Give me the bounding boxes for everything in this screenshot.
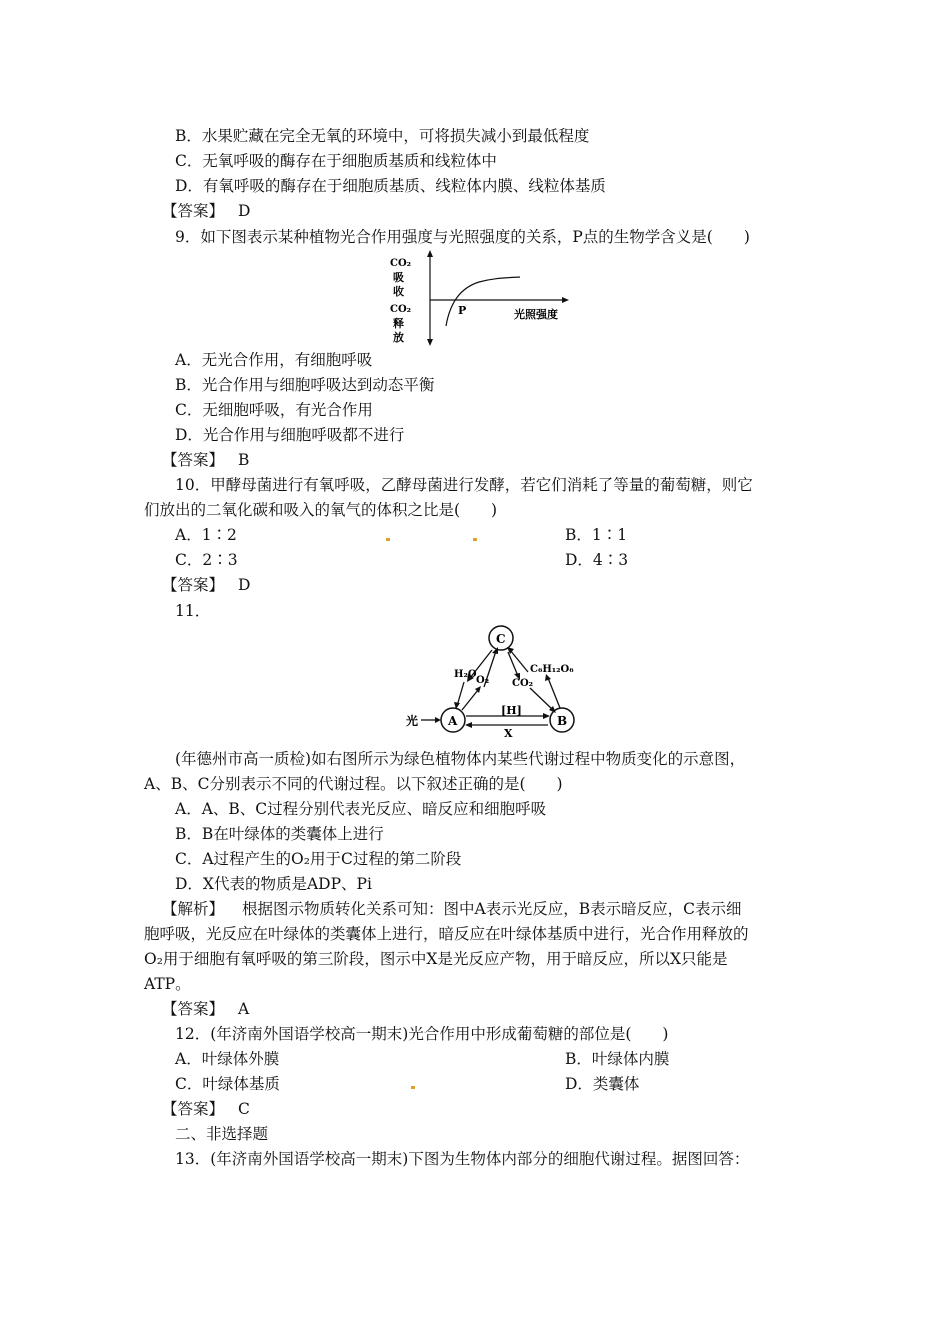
- q11-h: [H]: [501, 704, 522, 717]
- q11-stem-1: (年德州市高一质检)如右图所示为绿色植物体内某些代谢过程中物质变化的示意图，: [175, 750, 746, 768]
- q11-c6h12o6: C₆H₁₂O₆: [530, 664, 574, 675]
- q11-c-to-co2-arrow: [508, 652, 518, 676]
- q11-node-b: B: [557, 714, 568, 728]
- q11-b-to-c6-arrowhead: [545, 674, 551, 681]
- q8-answer-line: [162, 201, 250, 221]
- q9-option-b: B．光合作用与细胞呼吸达到动态平衡: [175, 376, 435, 394]
- q9-ylabel-top-3: 收: [393, 285, 404, 298]
- q11-option-c: C．A过程产生的O₂用于C过程的第二阶段: [175, 850, 462, 868]
- q11-answer: A: [238, 1000, 250, 1018]
- q12-option-c: C．叶绿体基质: [175, 1075, 280, 1093]
- q11-figure: [400, 620, 590, 740]
- q9-curve: [446, 277, 520, 326]
- q10-answer-line: [162, 575, 250, 595]
- analysis-label: 【解析】: [162, 900, 225, 918]
- q12-answer-line: [162, 1099, 250, 1119]
- q10-option-a: A．1∶2: [175, 526, 237, 544]
- q11-h2o: H₂O: [454, 669, 477, 680]
- q9-option-d: D．光合作用与细胞呼吸都不进行: [175, 426, 405, 444]
- q10-option-b: B．1∶1: [565, 526, 628, 544]
- q11-node-c: C: [496, 632, 506, 646]
- q11-analysis-2: 胞呼吸，光反应在叶绿体的类囊体上进行，暗反应在叶绿体基质中进行，光合作用释放的: [144, 925, 749, 943]
- answer-label: 【答案】: [162, 202, 225, 220]
- q10-stem-1: 10．甲酵母菌进行有氧呼吸，乙酵母菌进行发酵，若它们消耗了等量的葡萄糖，则它: [175, 476, 753, 494]
- stray-mark: [386, 538, 390, 541]
- q9-y-arrow-down: [427, 339, 433, 346]
- q8-option-c: C．无氧呼吸的酶存在于细胞质基质和线粒体中: [175, 152, 497, 170]
- q11-b-to-c6-arrow: [548, 678, 560, 708]
- q9-ylabel-top-2: 吸: [393, 271, 404, 284]
- q13-stem: 13．(年济南外国语学校高一期末)下图为生物体内部分的细胞代谢过程。据图回答：: [175, 1150, 750, 1168]
- q11-co2: CO₂: [512, 678, 534, 689]
- q9-ylabel-top-1: CO₂: [390, 258, 412, 269]
- q11-h-arrowhead: [543, 713, 550, 719]
- q12-option-a: A．叶绿体外膜: [175, 1050, 280, 1068]
- q11-analysis-4: ATP。: [144, 975, 191, 993]
- q9-x-arrow: [562, 297, 569, 303]
- q9-ylabel-bot-3: 放: [393, 331, 404, 344]
- q11-analysis-3: O₂用于细胞有氧呼吸的第三阶段，图示中X是光反应产物，用于暗反应，所以X只能是: [144, 950, 728, 968]
- q11-analysis-1: 根据图示物质转化关系可知：图中A表示光反应，B表示暗反应，C表示细: [242, 900, 742, 918]
- q9-option-a: A．无光合作用，有细胞呼吸: [175, 351, 373, 369]
- q8-option-b: B．水果贮藏在完全无氧的环境中，可将损失减小到最低程度: [175, 127, 590, 145]
- q11-a-to-o2-arrow: [462, 690, 478, 710]
- q9-y-arrow-up: [427, 250, 433, 257]
- section-heading: 二、非选择题: [175, 1125, 269, 1143]
- answer-label: 【答案】: [162, 451, 225, 469]
- q11-co2-to-b-arrow: [530, 688, 553, 710]
- q10-answer: D: [238, 576, 251, 594]
- q12-option-b: B．叶绿体内膜: [565, 1050, 670, 1068]
- q9-xlabel: 光照强度: [514, 308, 558, 321]
- q11-h2o-to-a-arrow: [457, 682, 464, 706]
- q11-stem-2: A、B、C分别表示不同的代谢过程。以下叙述正确的是( ): [144, 775, 563, 793]
- q11-o2: O₂: [476, 675, 490, 686]
- q9-ylabel-bot-2: 释: [393, 317, 404, 330]
- q11-analysis-line-1: [162, 899, 741, 919]
- q9-stem: 9．如下图表示某种植物光合作用强度与光照强度的关系，P点的生物学含义是( ): [175, 228, 750, 246]
- q11-node-a: A: [448, 714, 458, 728]
- q9-option-c: C．无细胞呼吸，有光合作用: [175, 401, 373, 419]
- q11-number: 11．: [175, 602, 211, 620]
- q12-option-d: D．类囊体: [565, 1075, 640, 1093]
- q11-option-d: D．X代表的物质是ADP、Pi: [175, 875, 372, 893]
- q12-stem: 12．(年济南外国语学校高一期末)光合作用中形成葡萄糖的部位是( ): [175, 1025, 669, 1043]
- q11-x-arrowhead: [465, 722, 472, 728]
- q11-option-b: B．B在叶绿体的类囊体上进行: [175, 825, 384, 843]
- answer-label: 【答案】: [162, 576, 225, 594]
- q9-answer: B: [238, 451, 250, 469]
- q9-point-p: P: [458, 304, 467, 317]
- q11-answer-line: [162, 999, 249, 1019]
- q10-stem-2: 们放出的二氧化碳和吸入的氧气的体积之比是( ): [144, 501, 498, 519]
- q11-light: 光: [406, 714, 419, 728]
- q11-light-arrowhead: [435, 717, 441, 723]
- answer-label: 【答案】: [162, 1100, 225, 1118]
- q12-answer: C: [238, 1100, 250, 1118]
- q10-option-c: C．2∶3: [175, 551, 238, 569]
- q11-option-a: A．A、B、C过程分别代表光反应、暗反应和细胞呼吸: [175, 800, 547, 818]
- q9-ylabel-bot-1: CO₂: [390, 304, 412, 315]
- stray-mark: [473, 538, 477, 541]
- q8-answer: D: [238, 202, 251, 220]
- q9-answer-line: [162, 450, 249, 470]
- q11-c6-to-c-arrow: [510, 650, 528, 672]
- q8-option-d: D．有氧呼吸的酶存在于细胞质基质、线粒体内膜、线粒体基质: [175, 177, 606, 195]
- q10-option-d: D．4∶3: [565, 551, 629, 569]
- q11-x: X: [504, 727, 513, 740]
- stray-mark: [411, 1086, 415, 1089]
- answer-label: 【答案】: [162, 1000, 225, 1018]
- q9-figure: [384, 248, 574, 348]
